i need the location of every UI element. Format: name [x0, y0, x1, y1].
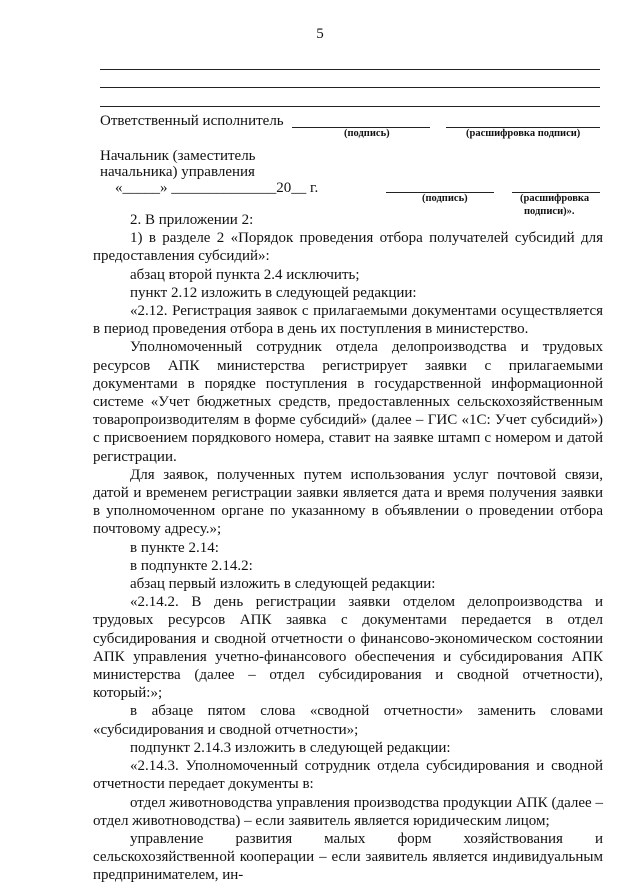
decoding-caption-2a: (расшифровка [520, 193, 590, 204]
decoding-caption-1: (расшифровка подписи) [466, 128, 581, 139]
responsible-label: Ответственный исполнитель [100, 113, 284, 129]
paragraph: «2.12. Регистрация заявок с прилагаемыми документами осуществляется в период проведения отбора в день их поступления в министерство. [93, 303, 603, 338]
paragraph: Уполномоченный сотрудник отдела делопроизводства и трудовых ресурсов АПК министерства регистрирует заявки с прилагаемыми документами в порядке поступления в государственной информационной системе «Учет бюджетных средств, предоставленных сельскохозяйственным товаропроизводителям в форме субсидий» (далее – ГИС «1С: Учет субсидий») с присвоением порядкового номера, ставит на заявке штамп с номером и датой регистрации. [93, 339, 603, 465]
paragraph: абзац второй пункта 2.4 исключить; [130, 266, 360, 283]
date-line: «_____» ______________20__ г. [115, 180, 319, 196]
paragraph: 2. В приложении 2: [130, 212, 254, 228]
signature-caption-1: (подпись) [344, 128, 390, 139]
paragraph: в абзаце пятом слова «сводной отчетности» заменить словами «субсидирования и сводной отчетности»; [93, 703, 603, 738]
paragraph: Для заявок, полученных путем использования услуг почтовой связи, датой и временем регистрации заявки является дата и время получения заявки в уполномоченном органе по указанному в объявлении о проведении отбора почтовому адресу.»; [93, 466, 603, 538]
paragraph: отдел животноводства управления производства продукции АПК (далее – отдел животноводства) – если заявитель является юридическим лицом; [93, 794, 603, 829]
paragraph: подпункт 2.14.3 изложить в следующей редакции: [130, 739, 451, 756]
paragraph: пункт 2.12 изложить в следующей редакции: [130, 284, 417, 301]
decoding-caption-2b: подписи)». [524, 206, 575, 217]
blank-line-3 [100, 106, 600, 107]
page-number: 5 [316, 26, 324, 42]
blank-line-2 [100, 87, 600, 88]
paragraph: абзац первый изложить в следующей редакции: [130, 576, 436, 593]
paragraph: в пункте 2.14: [130, 539, 219, 556]
head-title-line2: начальника) управления [100, 164, 255, 180]
paragraph: «2.14.2. В день регистрации заявки отделом делопроизводства и трудовых ресурсов АПК заявка с документами передается в отдел субсидирования и сводной отчетности о финансово-экономическом состоянии АПК управления учетно-финансового обеспечения и субсидирования АПК министерства (далее – отдел субсидирования и сводной отчетности), который:»; [93, 594, 603, 702]
paragraph: управление развития малых форм хозяйствования и сельскохозяйственной кооперации – если заявитель является индивидуальным предпринимателем, ин- [93, 830, 603, 884]
blank-line-1 [100, 69, 600, 70]
paragraph: 1) в разделе 2 «Порядок проведения отбора получателей субсидий для предоставления субсидий»: [93, 230, 603, 265]
amendment-text [93, 211, 603, 885]
paragraph: «2.14.3. Уполномоченный сотрудник отдела субсидирования и сводной отчетности передает документы в: [93, 758, 603, 793]
head-title-line1: Начальник (заместитель [100, 148, 256, 164]
paragraph: в подпункте 2.14.2: [130, 557, 253, 574]
signature-caption-2: (подпись) [422, 193, 468, 204]
